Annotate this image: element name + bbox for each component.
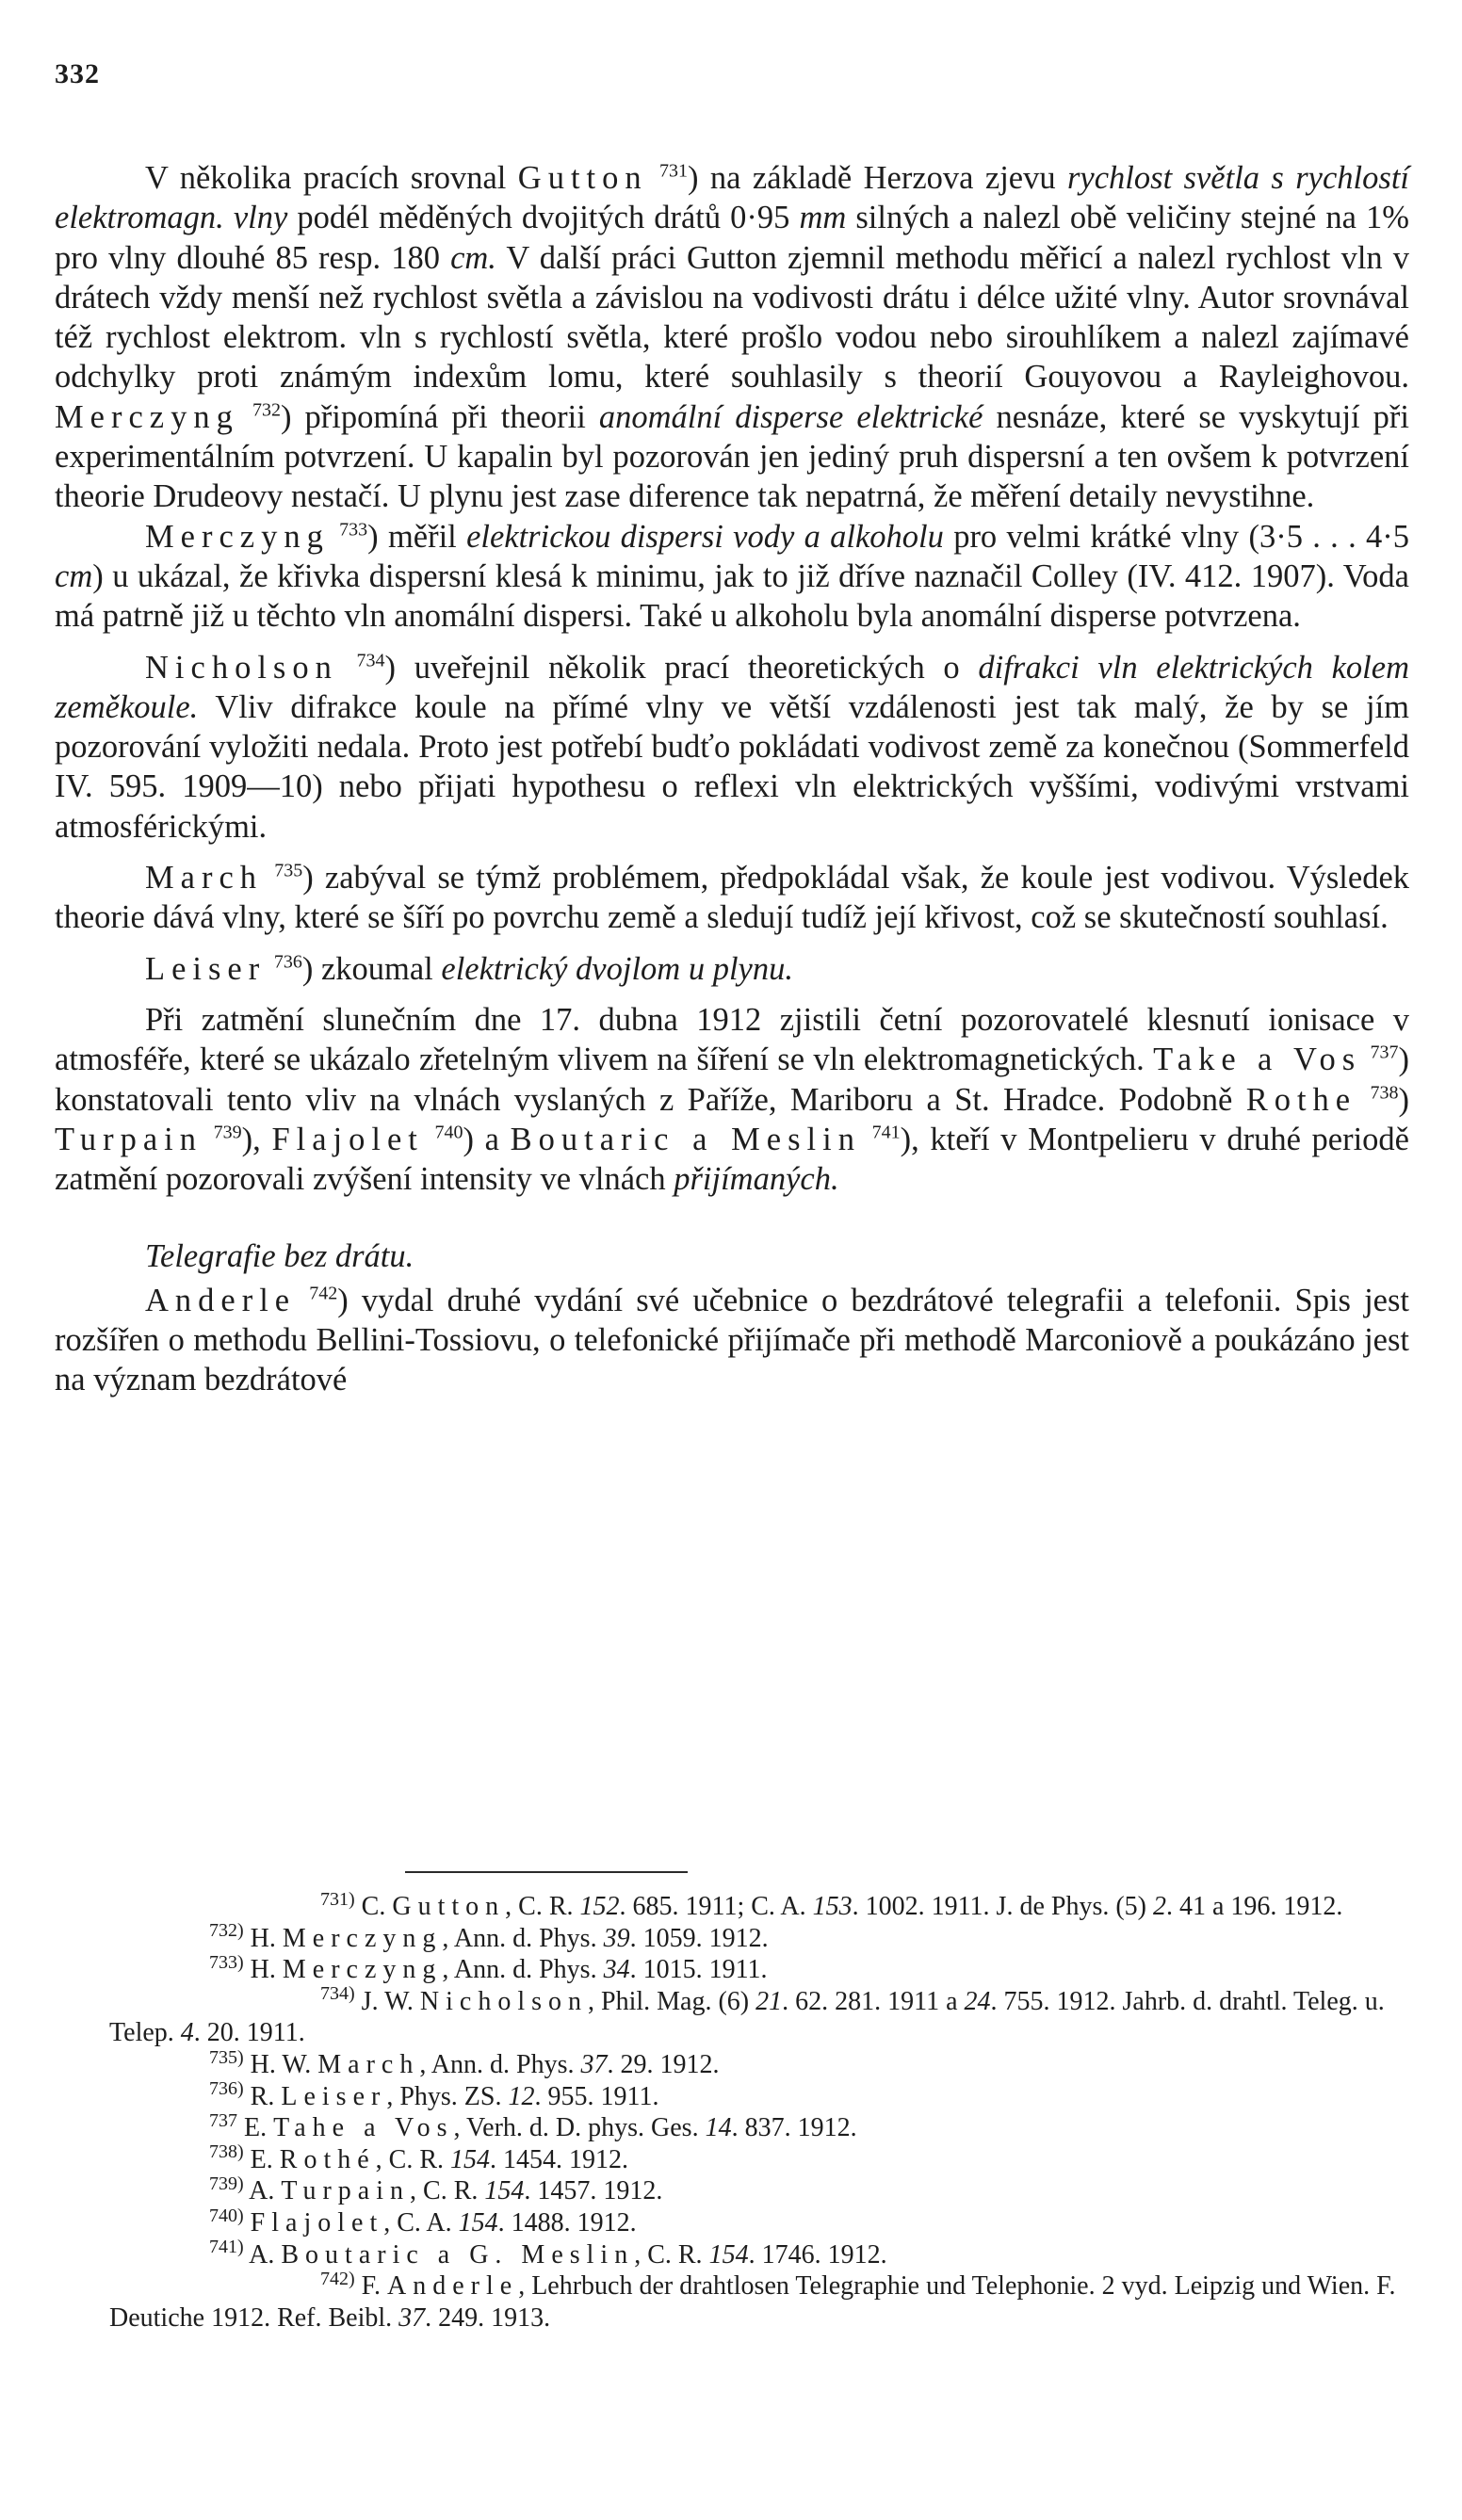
footnote-ref: 733: [339, 519, 368, 541]
paragraph-march: March $^{735}$) zabýval se týmž problémem, předpokládal však, že koule jest vodivou. Výsledek theorie dává vlny, které se šíří po povrchu země a sledují tudíž její křivost, což se skutečností souhlasí.: [55, 860, 1410, 936]
footnote-ref: 731: [659, 160, 689, 182]
footnote: 732) H. Merczyng, Ann. d. Phys. 39. 1059. 1912.: [209, 1920, 769, 1953]
footnote: 733) H. Merczyng, Ann. d. Phys. 34. 1015. 1911.: [209, 1951, 768, 1985]
footnote-ref: 732: [252, 399, 281, 421]
footnote-ref: 742: [309, 1283, 338, 1304]
author-name: March: [145, 860, 264, 897]
paragraph-merczyng: Merczyng $^{733}$) měřil elektrickou dispersi vody a alkoholu pro velmi krátké vlny (3·5 . . . 4·5 cm) u ukázal, že křivka dispersní klesá k minimu, jak to již dříve naznačil Colley (IV. 412. 1907). Voda má patrně již u těchto vln anomální dispersi. Také u alkoholu byla anomální disperse potvrzena.: [55, 518, 1410, 635]
author-name: Leiser: [145, 950, 267, 987]
footnote: 736) R. Leiser, Phys. ZS. 12. 955. 1911.: [209, 2078, 659, 2111]
paragraph-gutton: V několika pracích srovnal Gutton $^{731}$) na základě Herzova zjevu rychlost světla s rychlostí elektromagn. vlny podél měděných dvojitých drátů 0·95 mm silných a nalezl obě veličiny stejné na 1% pro vlny dlouhé 85 resp. 180 cm. V další práci Gutton zjemnil methodu měřicí a nalezl rychlost vln v drátech vždy menší než rychlost světla a závislou na vodivosti drátu i délce užité vlny. Autor srovnával též rychlost elektrom. vln s rychlostí světla, které prošlo vodou nebo sirouhlíkem a nalezl zajímavé odchylky proti známým indexům lomu, které souhlasily s theorií Gouyovou a Rayleighovou. Merczyng $^{732}$) připomíná při theorii anomální disperse elektrické nesnáze, které se vyskytují při experimentálním potvrzení. U kapalin byl pozorován jen jediný pruh dispersní a ten ovšem k potvrzení theorie Drudeovy nestačí. U plynu jest zase diference tak nepatrná, že měření detaily nevystihne.: [55, 160, 1410, 515]
footnote-ref: 739: [213, 1122, 242, 1143]
page-number: 332: [55, 58, 100, 89]
author-name: Merczyng: [145, 518, 330, 555]
footnote-ref: 738: [1370, 1082, 1399, 1104]
footnote: 737 E. Tahe a Vos, Verh. d. D. phys. Ges. 14. 837. 1912.: [209, 2109, 857, 2143]
author-name: Flajolet: [271, 1121, 424, 1157]
author-name: Boutaric a Meslin: [510, 1121, 861, 1157]
footnote: 731) C. Gutton, C. R. 152. 685. 1911; C. A. 153. 1002. 1911. J. de Phys. (5) 2. 41 a 196. 1912.: [320, 1888, 1343, 1921]
paragraph-leiser: Leiser $^{736}$) zkoumal elektrický dvojlom u plynu.: [145, 950, 793, 987]
author-name: Anderle: [145, 1282, 297, 1318]
author-name: Turpain: [55, 1121, 203, 1157]
author-name: Gutton: [517, 160, 648, 196]
footnote-ref: 734: [356, 650, 385, 671]
paragraph-anderle: Anderle $^{742}$) vydal druhé vydání své učebnice o bezdrátové telegrafii a telefonii. Spis jest rozšířen o methodu Bellini-Tossiovu, o telefonické přijímače při methodě Marconiově a poukázáno jest na význam bezdrátové: [55, 1282, 1409, 1398]
footnote: 740) Flajolet, C. A. 154. 1488. 1912.: [209, 2205, 637, 2237]
author-name: Take a Vos: [1153, 1042, 1362, 1078]
author-name: Rothe: [1245, 1081, 1357, 1118]
author-name: Merczyng: [55, 398, 239, 435]
body-text: [55, 158, 1409, 1400]
footnote: 739) A. Turpain, C. R. 154. 1457. 1912.: [209, 2173, 663, 2206]
footnote-ref: 735: [274, 860, 303, 881]
paragraph-nicholson: Nicholson $^{734}$) uveřejnil několik prací theoretických o difrakci vln elektrických kolem zeměkoule. Vliv difrakce koule na přímé vlny ve větší vzdálenosti jest tak malý, že by se jím pozorování vyložiti nedala. Proto jest potřebí budťo pokládati vodivost země za konečnou (Sommerfeld IV. 595. 1909—10) nebo přijati hypothesu o reflexi vln elektrických vyššími, vodivými vrstvami atmosférickými.: [55, 649, 1409, 845]
footnote-ref: 741: [871, 1122, 901, 1143]
footnote: 734) J. W. Nicholson, Phil. Mag. (6) 21. 62. 281. 1911 a 24. 755. 1912. Jahrb. d. drahtl. Teleg. u. Telep. 4. 20. 1911.: [109, 1983, 1385, 2048]
footnote-ref: 737: [1370, 1042, 1399, 1063]
section-heading: Telegrafie bez drátu.: [145, 1238, 414, 1275]
footnote: 741) A. Boutaric a G. Meslin, C. R. 154. 1746. 1912.: [209, 2237, 887, 2270]
author-name: Nicholson: [145, 649, 338, 686]
footnote-divider: [405, 1871, 688, 1873]
footnote-ref: 740: [434, 1122, 463, 1143]
footnote: 735) H. W. March, Ann. d. Phys. 37. 29. 1912.: [209, 2046, 720, 2079]
footnote: 738) E. Rothé, C. R. 154. 1454. 1912.: [209, 2141, 629, 2174]
paragraph-eclipse: Při zatmění slunečním dne 17. dubna 1912 zjistili četní pozorovatelé klesnutí ionisace v atmosféře, které se ukázalo zřetelným vlivem na šíření se vln elektromagnetických. Take a Vos $^{737}$) konstatovali tento vliv na vlnách vyslaných z Paříže, Mariboru a St. Hradce. Podobně Rothe $^{738}$) Turpain $^{739}$), Flajolet $^{740}$) a Boutaric a Meslin $^{741}$), kteří v Montpelieru v druhé periodě zatmění pozorovali zvýšení intensity ve vlnách přijímaných.: [55, 1001, 1409, 1198]
footnotes: [55, 1888, 1409, 2334]
footnote: 742) F. Anderle, Lehrbuch der drahtlosen Telegraphie und Telephonie. 2 vyd. Leipzig und Wien. F. Deutiche 1912. Ref. Beibl. 37. 249. 1913.: [109, 2268, 1396, 2333]
footnote-ref: 736: [273, 951, 302, 973]
